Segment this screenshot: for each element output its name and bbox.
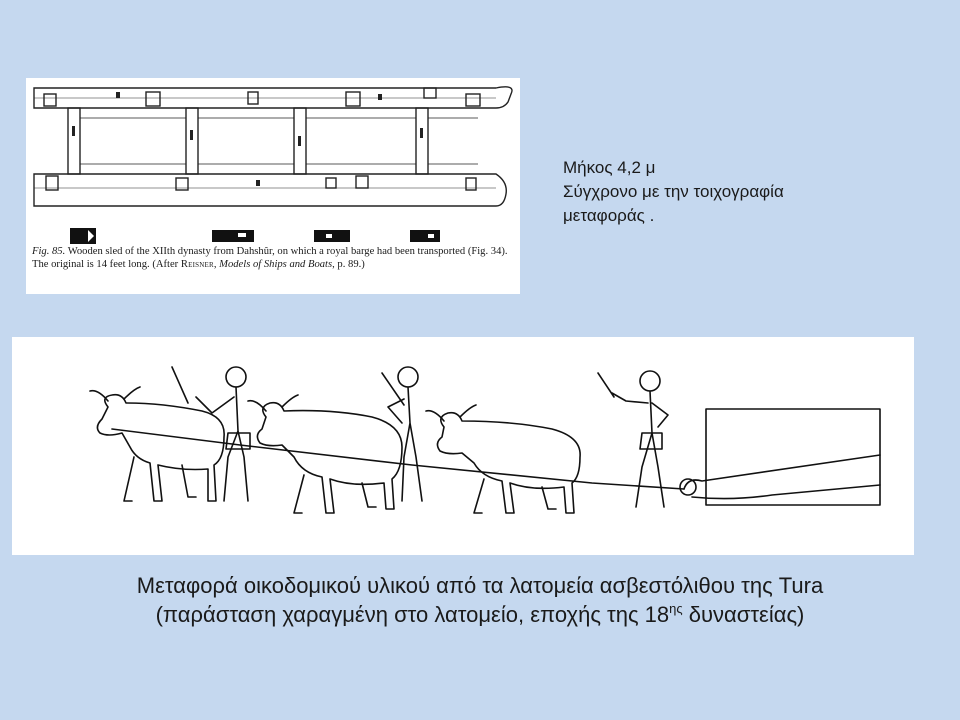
herdsman-1 bbox=[172, 367, 250, 501]
oxen-sled-scene bbox=[12, 337, 914, 555]
ordinal-superscript: ης bbox=[669, 600, 683, 616]
caption-line-2-prefix: (παράσταση χαραγμένη στο λατομείο, εποχής της 18 bbox=[155, 602, 670, 627]
note-transport: μεταφοράς . bbox=[563, 206, 655, 225]
herdsman-2 bbox=[382, 367, 422, 501]
note-contemporary: Σύγχρονο με την τοιχογραφία bbox=[563, 182, 784, 201]
sled-plan-figure bbox=[26, 78, 520, 294]
caption-book: Models of Ships and Boats bbox=[219, 258, 333, 270]
sled-load bbox=[706, 409, 880, 505]
caption-text-3: , p. 89.) bbox=[332, 258, 365, 270]
caption-text-1: Wooden sled of the XIIth dynasty from Dahshûr, on which a royal barge had been transported (Fig. 34). The original is 14 feet long. (After bbox=[32, 246, 508, 270]
caption-author: Reisner bbox=[180, 258, 214, 270]
caption-line-1: Μεταφορά οικοδομικού υλικού από τα λατομεία ασβεστόλιθου της Tura bbox=[136, 573, 824, 598]
sled-notes bbox=[563, 156, 923, 228]
caption-line-2 bbox=[20, 600, 940, 629]
slide-caption bbox=[20, 571, 940, 629]
figure-number: Fig. 85. bbox=[32, 246, 66, 257]
caption-text-2: , bbox=[213, 258, 220, 270]
ox-3 bbox=[426, 405, 580, 513]
sled-figure-caption bbox=[32, 246, 516, 271]
note-length: Μήκος 4,2 μ bbox=[563, 158, 656, 177]
caption-line-2-suffix: δυναστείας) bbox=[682, 602, 805, 627]
ox-2 bbox=[248, 395, 402, 513]
oxen-transport-drawing bbox=[12, 337, 914, 555]
